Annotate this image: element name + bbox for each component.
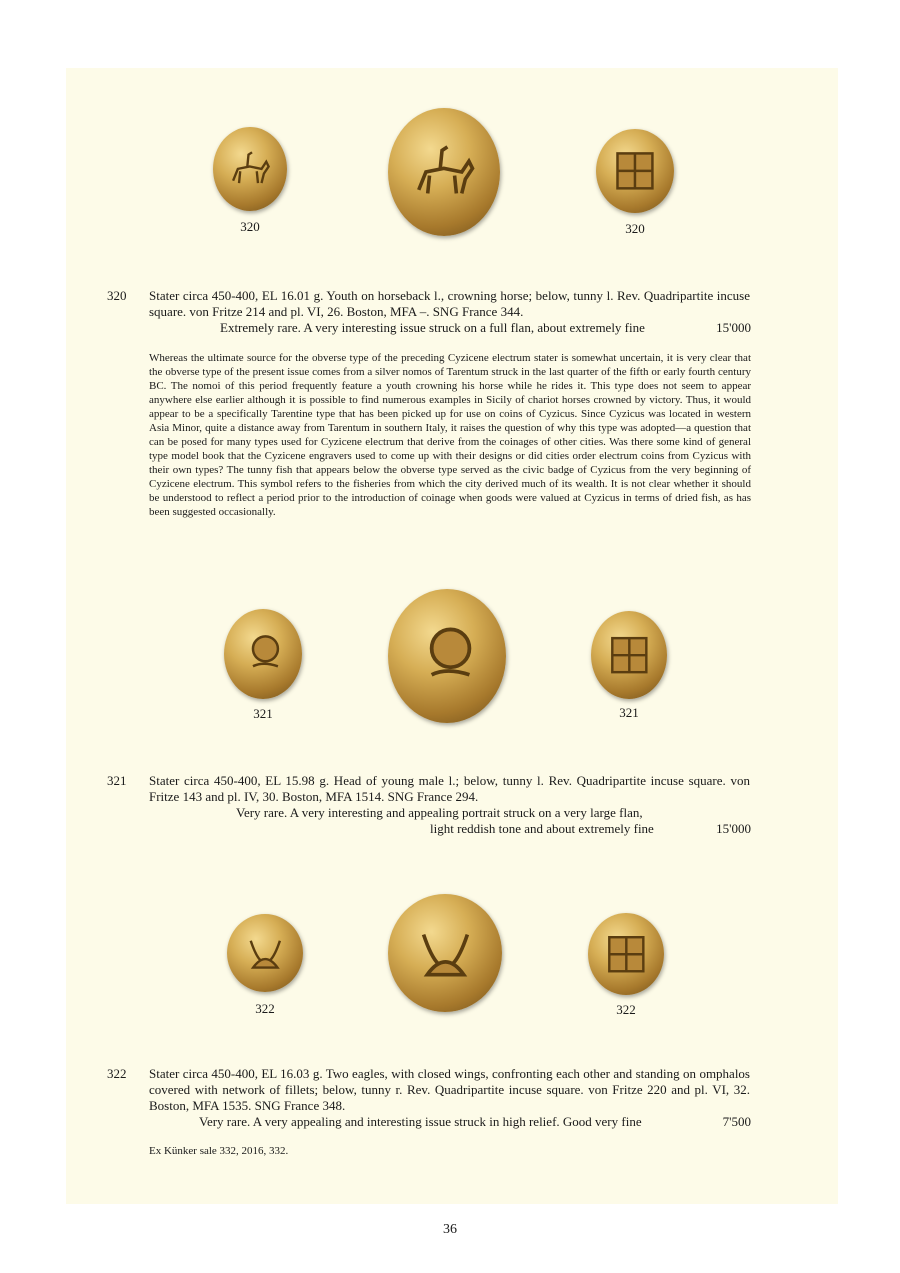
lot-321-price: 15'000 [716,821,751,836]
horseman-icon [226,142,273,196]
lot-320-note: Whereas the ultimate source for the obverse type of the preceding Cyzicene electrum stater is somewhat uncertain, it is very clear that the obverse type of the present issue comes from a silver nomos of Tarentum struck in the last quarter of the fifth or early fourth century BC. The nomoi of this period frequently feature a youth crowning his horse while he rides it. This type does not seem to appear anywhere else earlier although it is possible to find numerous examples in Sicily of chariot horses crowned by victory. Thus, it would appear to be a specifically Tarentine type that has been picked up for use on coins of Cyzicus. Since Cyzicus was located in western Asia Minor, quite a distance away from Tarentum in southern Italy, it raises the question of why this type was adopted—a question that can be posed for many types used for Cyzicene electrum that derive from the coinages of other cities. Was there some kind of general type model book that the Cyzicene engravers used to come up with their designs or did cities order electrum coins from Cyzicus with their own types? The tunny fish that appears below the obverse type served as the civic badge of Cyzicus from the very beginning of Cyzicene electrum. This symbol refers to the fisheries from which the city derived much of its wealth. It is not clear whether it should be understood to reflect a period prior to the introduction of coinage when goods were valued at Cyzicus in terms of dried fish, as has been suggested occasionally. [149,352,751,518]
caption-321-reverse: 321 [619,705,639,720]
coin-320-obverse-large [388,108,500,236]
lot-322-provenance: Ex Künker sale 332, 2016, 332. [149,1145,289,1157]
incuse-square-icon [602,928,651,980]
eagles-omphalos-icon [241,928,290,978]
lot-322-grade: Very rare. A very appealing and interesting issue struck in high relief. Good very fine [199,1114,642,1129]
coin-320-obverse-small [213,127,287,211]
lot-320-grade: Extremely rare. A very interesting issue struck on a full flan, about extremely fine [220,320,645,335]
lot-321-grade-line-1: Very rare. A very interesting and appealing portrait struck on a very large flan, [236,805,643,820]
caption-321-obverse: 321 [253,706,273,721]
coin-321-obverse-large [388,589,506,723]
lot-number: 322 [107,1066,127,1081]
coin-322-reverse [588,913,664,995]
lot-number: 320 [107,288,127,303]
caption-320-reverse: 320 [625,221,645,236]
coin-320-reverse [596,129,674,213]
caption-322-obverse: 322 [255,1001,275,1016]
lot-321-grade-line-2: light reddish tone and about extremely fine [430,821,654,836]
head-icon [238,625,288,683]
lot-320-price: 15'000 [716,320,751,335]
lot-description: Stater circa 450-400, EL 16.01 g. Youth on horseback l., crowning horse; below, tunny l. Rev. Quadripartite incuse square. von Fritze 214 and pl. VI, 26. Boston, MFA –. SNG France 344. [149,288,750,319]
coin-321-reverse [591,611,667,699]
head-icon [409,613,485,699]
page-number: 36 [443,1222,457,1237]
incuse-square-icon [605,627,654,683]
horseman-icon [408,131,480,213]
coin-322-obverse-large [388,894,502,1012]
caption-320-obverse: 320 [240,219,260,234]
lot-description: Stater circa 450-400, EL 15.98 g. Head of young male l.; below, tunny l. Rev. Quadripartite incuse square. von Fritze 143 and pl. IV, 30. Boston, MFA 1514. SNG France 294. [149,773,750,804]
coin-321-obverse-small [224,609,302,699]
coin-322-obverse-small [227,914,303,992]
caption-322-reverse: 322 [616,1002,636,1017]
lot-322-price: 7'500 [722,1114,751,1129]
lot-description: Stater circa 450-400, EL 16.03 g. Two eagles, with closed wings, confronting each other and standing on omphalos covered with network of fillets; below, tunny r. Rev. Quadripartite incuse square. von Fritze 220 and pl. VI, 32. Boston, MFA 1535. SNG France 348. [149,1066,750,1113]
lot-number: 321 [107,773,127,788]
eagles-omphalos-icon [409,915,482,991]
incuse-square-icon [610,144,660,198]
